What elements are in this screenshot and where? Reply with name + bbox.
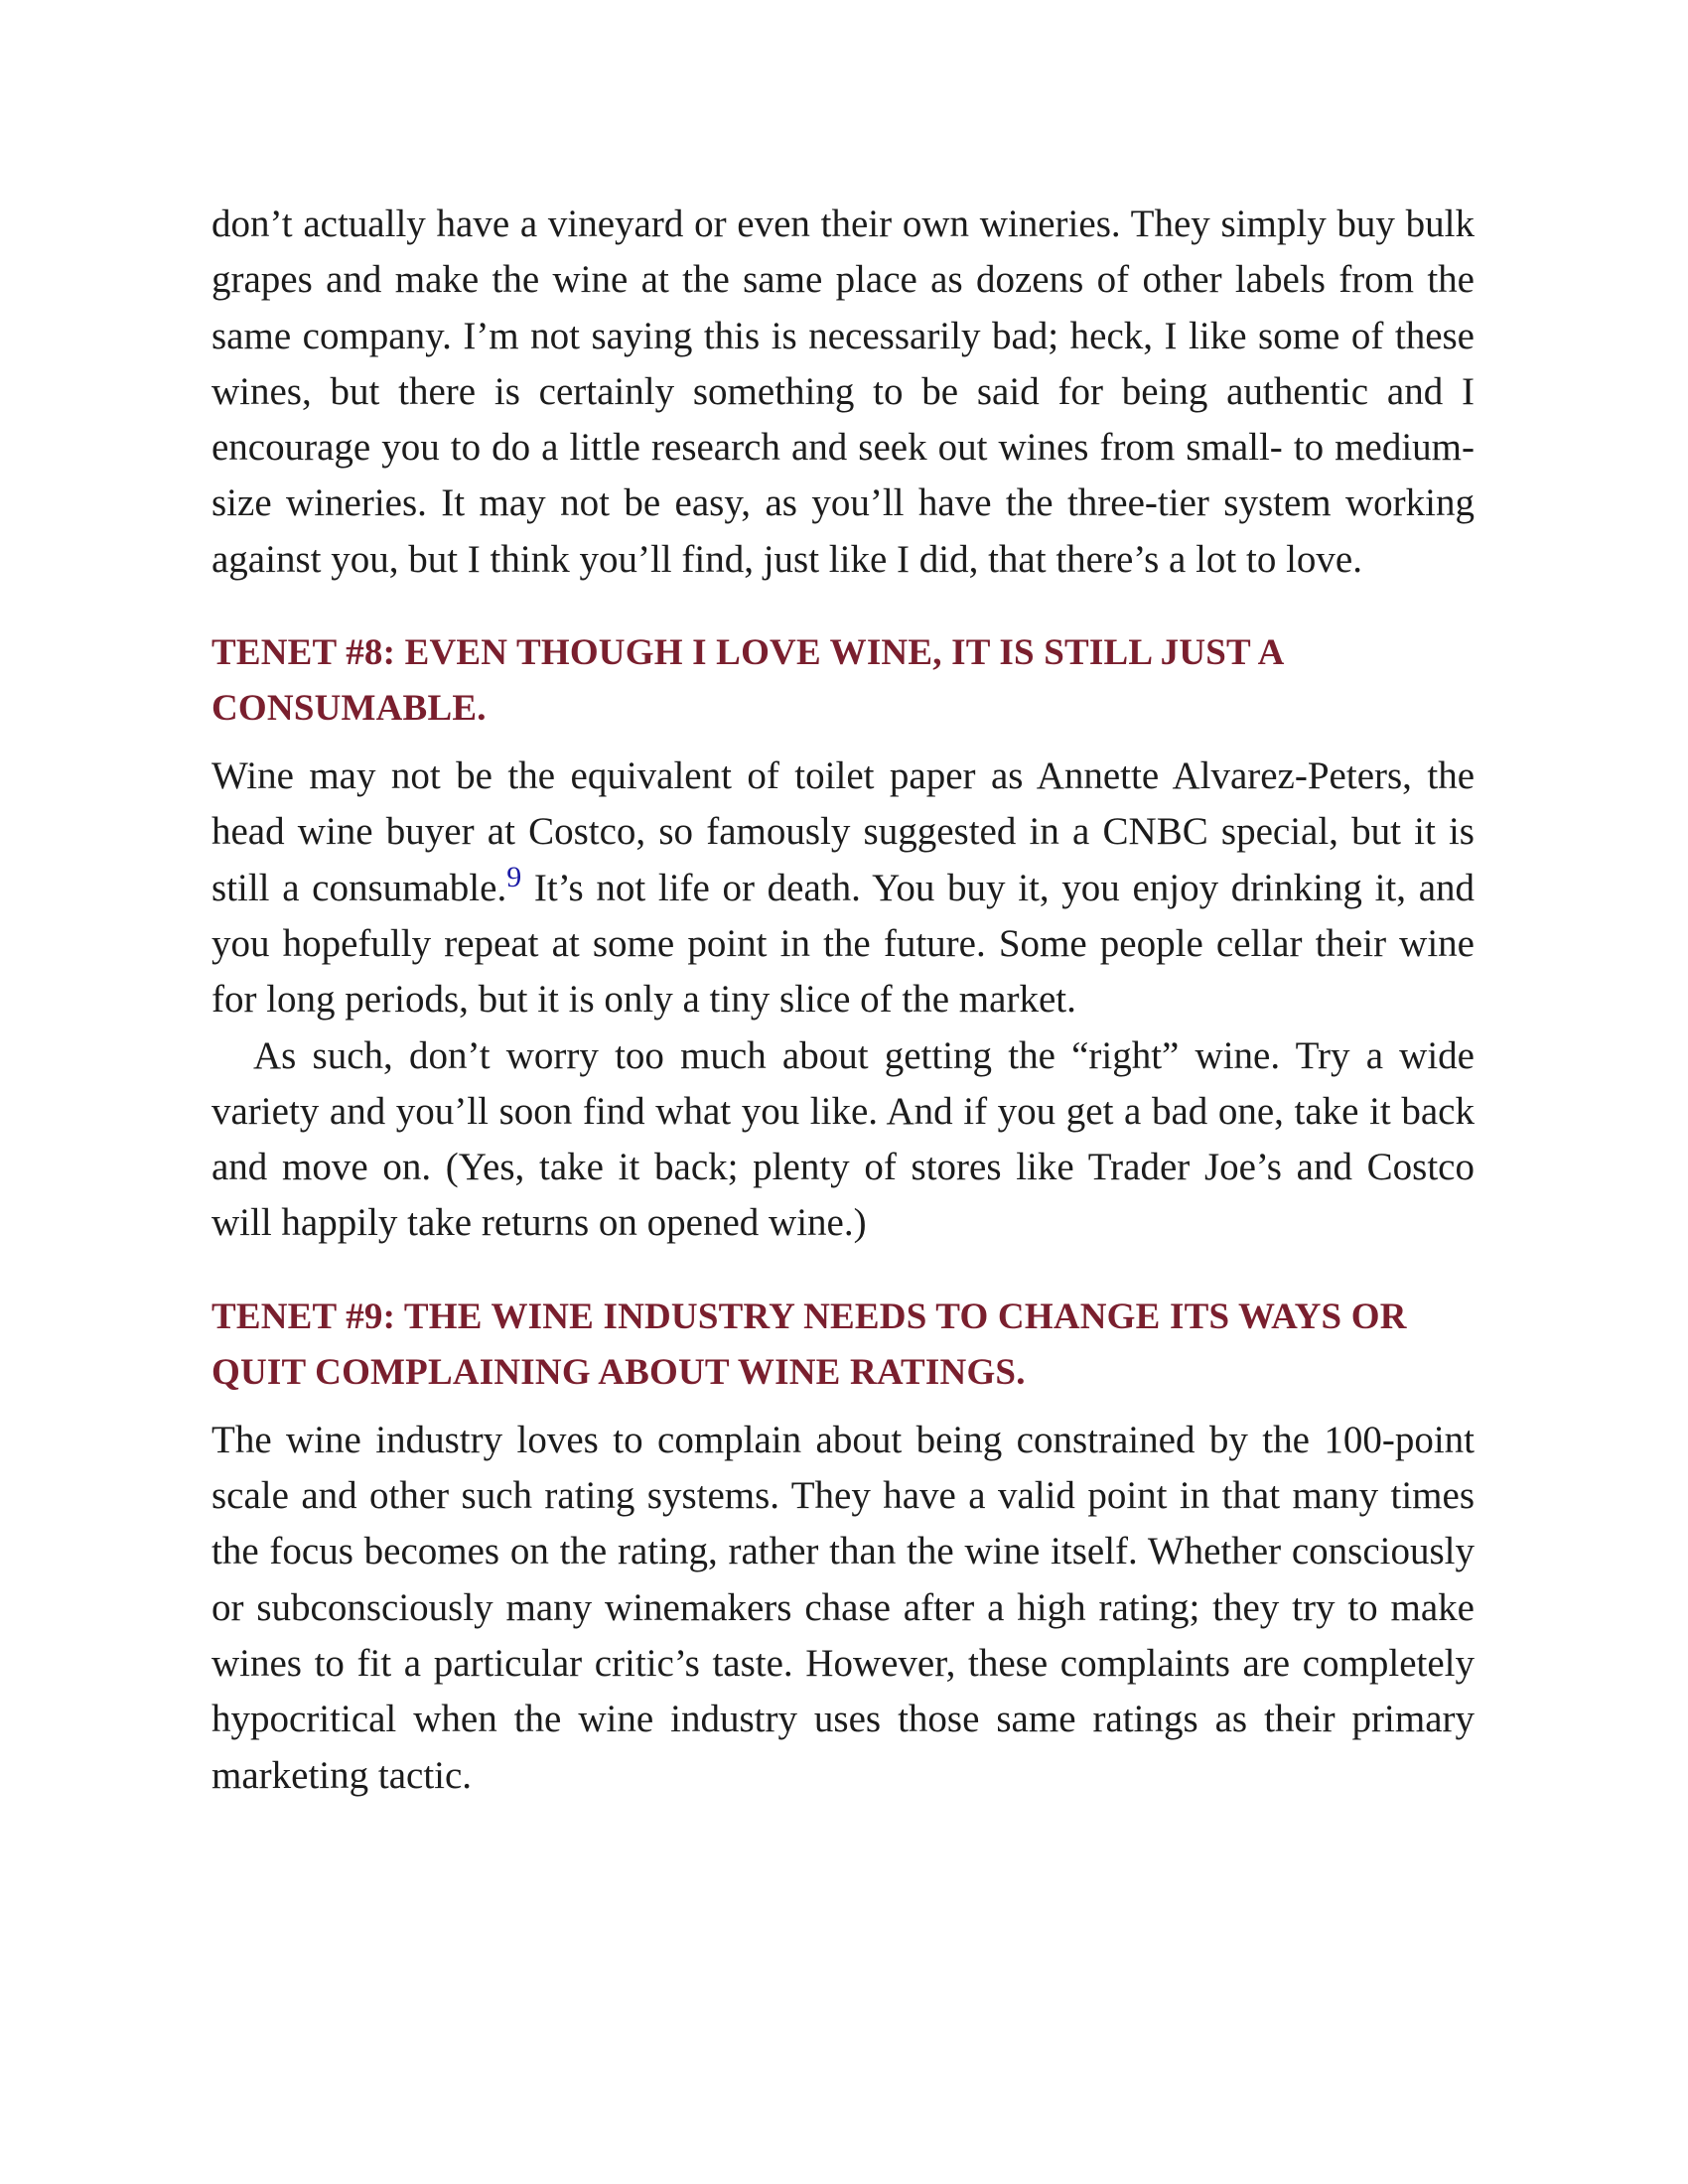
footnote-reference-link[interactable]: 9 [506, 860, 522, 893]
intro-paragraph: don’t actually have a vineyard or even their own wineries. They simply buy bulk grapes and make the wine at the same place as dozens of other labels from the same company. I’m not saying this is necessarily bad; heck, I like some of these wines, but there is certainly something to be said for being authentic and I encourage you to do a little research and seek out wines from small- to medium-size wineries. It may not be easy, as you’ll have the three-tier system working against you, but I think you’ll find, just like I did, that there’s a lot to love. [211, 203, 1475, 581]
document-page [211, 197, 1475, 1804]
tenet-8-paragraph-1-text: Wine may not be the equivalent of toilet paper as Annette Alvarez-Peters, the head wine buyer at Costco, so famously suggested in a CNBC special, but it is still a consumable. [211, 754, 1475, 909]
tenet-9-paragraph-1: The wine industry loves to complain about being constrained by the 100-point scale and other such rating systems. They have a valid point in that many times the focus becomes on the rating, rather than the wine itself. Whether consciously or subconsciously many winemakers chase after a high rating; they try to make wines to fit a particular critic’s taste. However, these complaints are completely hypocritical when the wine industry uses those same ratings as their primary marketing tactic. [211, 1418, 1475, 1797]
tenet-8-heading: TENET #8: EVEN THOUGH I LOVE WINE, IT IS STILL JUST A CONSUMABLE. [211, 632, 1283, 730]
tenet-8-paragraph-1-continued: It’s not life or death. You buy it, you enjoy drinking it, and you hopefully repeat at some point in the future. Some people cellar their wine for long periods, but it is only a tiny slice of the market. [211, 866, 1475, 1022]
tenet-8-paragraph-2: As such, don’t worry too much about getting the “right” wine. Try a wide variety and you’ll soon find what you like. And if you get a bad one, take it back and move on. (Yes, take it back; plenty of stores like Trader Joe’s and Costco will happily take returns on opened wine.) [211, 1033, 1475, 1245]
tenet-9-heading: TENET #9: THE WINE INDUSTRY NEEDS TO CHANGE ITS WAYS OR QUIT COMPLAINING ABOUT WINE RATINGS. [211, 1296, 1407, 1393]
tenet-8-paragraph-1 [211, 749, 1475, 1027]
